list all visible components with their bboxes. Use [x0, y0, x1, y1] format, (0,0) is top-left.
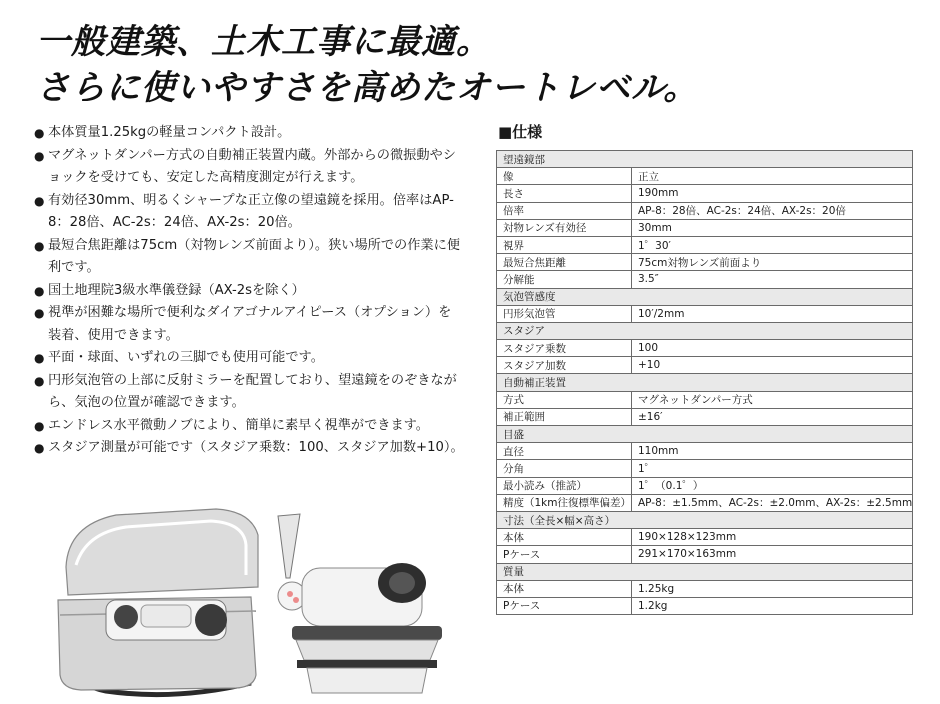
spec-key: 像 — [497, 168, 632, 185]
spec-row — [497, 494, 913, 511]
spec-value: 1.2kg — [632, 597, 913, 614]
spec-section-label: 気泡管感度 — [497, 288, 913, 305]
spec-value: 3.5″ — [632, 271, 913, 288]
spec-section-label: 質量 — [497, 563, 913, 580]
spec-value: 75cm対物レンズ前面より — [632, 254, 913, 271]
spec-section-label: 目盛 — [497, 426, 913, 443]
spec-section-row — [497, 426, 913, 443]
spec-row — [497, 168, 913, 185]
spec-key: 長さ — [497, 185, 632, 202]
carrying-case-image — [46, 505, 276, 700]
bullet-icon: ● — [34, 283, 45, 298]
headline-line-2: さらに使いやすさを高めたオートレベル。 — [36, 68, 699, 108]
spec-section-row — [497, 288, 913, 305]
spec-row — [497, 580, 913, 597]
bullet-icon: ● — [34, 193, 45, 208]
spec-value: 291×170×163mm — [632, 546, 913, 563]
bullet-icon: ● — [34, 373, 45, 388]
spec-key: 分角 — [497, 460, 632, 477]
bullet-icon: ● — [34, 351, 45, 365]
spec-key: 最小読み（推読） — [497, 477, 632, 494]
spec-key: 最短合焦距離 — [497, 254, 632, 271]
headline-line-1: 一般建築、土木工事に最適。 — [36, 22, 491, 62]
spec-row — [497, 219, 913, 236]
spec-value: 1゜30′ — [632, 236, 913, 253]
spec-key: 方式 — [497, 391, 632, 408]
bullet-icon: ● — [34, 306, 45, 320]
spec-row — [497, 477, 913, 494]
spec-value: 100 — [632, 340, 913, 357]
spec-title: ■仕様 — [498, 123, 543, 141]
spec-key: Pケース — [497, 546, 632, 563]
feature-item: ● 国土地理院3級水準儀登録（AX-2sを除く） — [34, 280, 464, 303]
spec-row — [497, 185, 913, 202]
bullet-icon: ● — [34, 126, 45, 140]
spec-key: 本体 — [497, 580, 632, 597]
spec-value: 正立 — [632, 168, 913, 185]
auto-level-image — [262, 508, 442, 698]
spec-key: 円形気泡管 — [497, 305, 632, 322]
feature-item: ● 平面・球面、いずれの三脚でも使用可能です。 — [34, 347, 464, 370]
spec-key: 精度（1km往復標準偏差） — [497, 494, 632, 511]
spec-row — [497, 271, 913, 288]
feature-item: ● 視準が困難な場所で便利なダイアゴナルアイピース（オプション）を装着、使用できます。 — [34, 302, 464, 347]
spec-value: 190mm — [632, 185, 913, 202]
spec-row — [497, 460, 913, 477]
spec-value: +10 — [632, 357, 913, 374]
spec-value: 110mm — [632, 443, 913, 460]
bullet-icon: ● — [34, 441, 45, 455]
spec-value: AP-8：28倍、AC-2s：24倍、AX-2s：20倍 — [632, 202, 913, 219]
spec-row — [497, 236, 913, 253]
spec-row — [497, 357, 913, 374]
bullet-icon: ● — [34, 238, 45, 253]
spec-section-label: 自動補正装置 — [497, 374, 913, 391]
feature-list — [34, 122, 464, 460]
spec-value: マグネットダンパー方式 — [632, 391, 913, 408]
spec-value: AP-8：±1.5mm、AC-2s：±2.0mm、AX-2s：±2.5mm — [632, 494, 913, 511]
feature-item: ● 有効径30mm、明るくシャープな正立像の望遠鏡を採用。倍率はAP-8：28倍、AC-2s：24倍、AX-2s：20倍。 — [34, 190, 464, 235]
spec-row — [497, 408, 913, 425]
spec-value: 1゜（0.1゜） — [632, 477, 913, 494]
spec-row — [497, 546, 913, 563]
spec-key: 分解能 — [497, 271, 632, 288]
spec-key: 本体 — [497, 529, 632, 546]
spec-section-label: 望遠鏡部 — [497, 151, 913, 168]
spec-value: 1.25kg — [632, 580, 913, 597]
spec-section-row — [497, 151, 913, 168]
spec-value: ±16′ — [632, 408, 913, 425]
spec-key: 補正範囲 — [497, 408, 632, 425]
spec-section-label: 寸法（全長×幅×高さ） — [497, 511, 913, 528]
feature-item: ● エンドレス水平微動ノブにより、簡単に素早く視準ができます。 — [34, 415, 464, 438]
bullet-icon: ● — [34, 148, 45, 163]
spec-row — [497, 391, 913, 408]
spec-value: 30mm — [632, 219, 913, 236]
spec-value: 190×128×123mm — [632, 529, 913, 546]
spec-section-label: スタジア — [497, 322, 913, 339]
spec-key: 倍率 — [497, 202, 632, 219]
spec-section-row — [497, 374, 913, 391]
feature-item: ● 本体質量1.25kgの軽量コンパクト設計。 — [34, 122, 464, 145]
spec-row — [497, 597, 913, 614]
spec-key: 対物レンズ有効径 — [497, 219, 632, 236]
spec-row — [497, 254, 913, 271]
spec-key: スタジア加数 — [497, 357, 632, 374]
spec-section-row — [497, 563, 913, 580]
spec-row — [497, 340, 913, 357]
spec-value: 10′/2mm — [632, 305, 913, 322]
spec-value: 1゜ — [632, 460, 913, 477]
feature-item: ● スタジア測量が可能です（スタジア乗数：100、スタジア加数+10）。 — [34, 437, 464, 460]
spec-key: 直径 — [497, 443, 632, 460]
spec-key: スタジア乗数 — [497, 340, 632, 357]
spec-section-row — [497, 511, 913, 528]
feature-item: ● 円形気泡管の上部に反射ミラーを配置しており、望遠鏡をのぞきながら、気泡の位置が確認できます。 — [34, 370, 464, 415]
spec-row — [497, 443, 913, 460]
spec-table — [496, 150, 913, 615]
feature-item: ● マグネットダンパー方式の自動補正装置内蔵。外部からの微振動やショックを受けても、安定した高精度測定が行えます。 — [34, 145, 464, 190]
spec-section-row — [497, 322, 913, 339]
spec-key: 視界 — [497, 236, 632, 253]
spec-row — [497, 529, 913, 546]
feature-item: ● 最短合焦距離は75cm（対物レンズ前面より）。狭い場所での作業に便利です。 — [34, 235, 464, 280]
spec-key: Pケース — [497, 597, 632, 614]
bullet-icon: ● — [34, 418, 45, 433]
spec-row — [497, 305, 913, 322]
spec-row — [497, 202, 913, 219]
